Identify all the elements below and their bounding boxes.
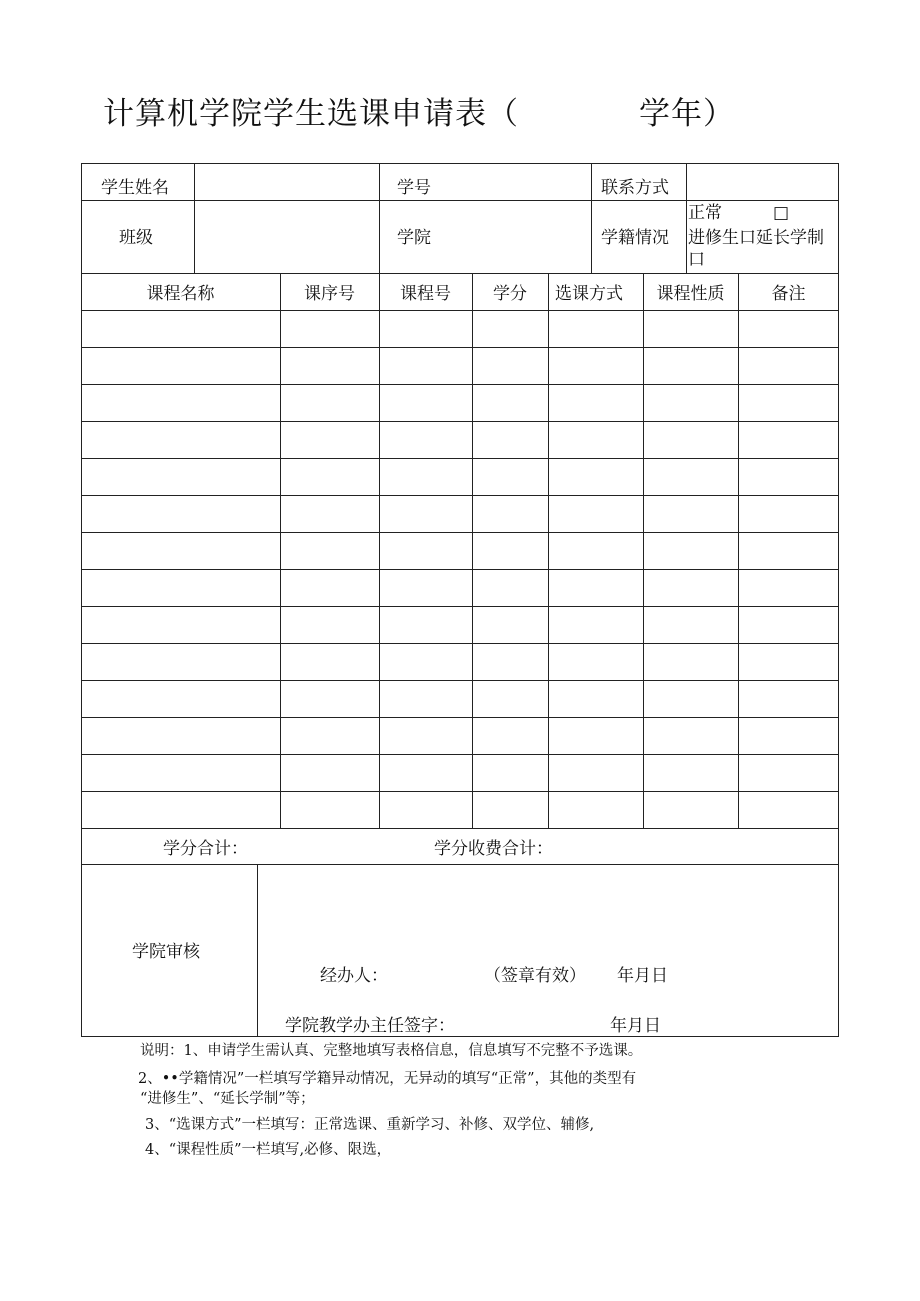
table-cell[interactable] [82,570,280,606]
student-name-label: 学生姓名 [101,178,169,198]
table-cell[interactable] [82,496,280,532]
table-cell[interactable] [644,718,738,754]
table-cell[interactable] [644,385,738,421]
note-line-1: 说明：1、申请学生需认真、完整地填写表格信息，信息填写不完整不予选课。 [140,1043,643,1059]
table-cell[interactable] [644,422,738,458]
table-cell[interactable] [380,718,472,754]
header-course-type: 课程性质 [656,284,725,304]
table-cell[interactable] [473,496,548,532]
grid-line [591,163,592,273]
header-credits: 学分 [493,284,527,304]
table-cell[interactable] [380,792,472,828]
table-cell[interactable] [644,644,738,680]
table-cell[interactable] [739,311,839,347]
table-cell[interactable] [549,533,643,569]
table-cell[interactable] [549,681,643,717]
table-cell[interactable] [380,607,472,643]
table-cell[interactable] [82,385,280,421]
status-label: 学籍情况 [601,228,669,248]
table-cell[interactable] [644,792,738,828]
note-line-5: 4、“课程性质”一栏填写,必修、限选， [145,1142,392,1158]
header-remarks: 备注 [771,284,806,304]
fees-total-label: 学分收费合计： [434,839,553,859]
table-cell[interactable] [380,570,472,606]
table-cell[interactable] [281,533,379,569]
table-cell[interactable] [644,570,738,606]
student-name-field[interactable] [195,164,378,199]
grid-line [81,828,839,829]
table-cell[interactable] [739,607,839,643]
handler-date: 年月日 [617,966,668,986]
table-cell[interactable] [281,496,379,532]
grid-line [81,273,839,274]
table-cell[interactable] [549,348,643,384]
table-cell[interactable] [549,422,643,458]
college-field[interactable] [440,201,590,272]
table-cell[interactable] [739,533,839,569]
table-cell[interactable] [549,385,643,421]
table-cell[interactable] [473,644,548,680]
table-cell[interactable] [473,385,548,421]
table-cell[interactable] [644,496,738,532]
note-line-4: 3、“选课方式”一栏填写：正常选课、重新学习、补修、双学位、辅修, [145,1117,595,1133]
table-cell[interactable] [380,644,472,680]
director-date: 年月日 [610,1016,661,1036]
table-cell[interactable] [281,718,379,754]
student-id-label: 学号 [397,178,431,198]
header-section-no: 课序号 [304,284,355,304]
handler-label: 经办人： [320,966,388,986]
table-cell[interactable] [82,718,280,754]
table-cell[interactable] [281,459,379,495]
grid-line [81,864,839,865]
table-cell[interactable] [739,422,839,458]
header-selection-method: 选课方式 [555,284,623,304]
table-cell[interactable] [739,755,839,791]
table-cell[interactable] [281,385,379,421]
table-cell[interactable] [473,422,548,458]
table-cell[interactable] [82,348,280,384]
table-cell[interactable] [644,459,738,495]
table-cell[interactable] [380,533,472,569]
table-cell[interactable] [644,755,738,791]
class-field[interactable] [195,201,378,272]
table-cell[interactable] [473,311,548,347]
contact-label: 联系方式 [601,178,669,198]
seal-note: （签章有效） [484,966,586,986]
table-cell[interactable] [82,792,280,828]
table-cell[interactable] [281,755,379,791]
grid-line [257,864,258,1037]
table-cell[interactable] [739,644,839,680]
table-cell[interactable] [380,422,472,458]
header-course-name: 课程名称 [146,284,215,304]
table-cell[interactable] [739,459,839,495]
table-cell[interactable] [644,311,738,347]
table-cell[interactable] [82,681,280,717]
director-signature-label: 学院教学办主任签字： [285,1016,455,1036]
table-cell[interactable] [473,348,548,384]
table-cell[interactable] [380,385,472,421]
table-cell[interactable] [281,348,379,384]
table-cell[interactable] [82,755,280,791]
table-cell[interactable] [739,385,839,421]
table-cell[interactable] [473,755,548,791]
table-cell[interactable] [739,718,839,754]
status-extend-checkbox[interactable]: 口 [688,250,705,270]
table-cell[interactable] [644,607,738,643]
table-cell[interactable] [549,607,643,643]
table-cell[interactable] [473,607,548,643]
class-label: 班级 [119,228,153,248]
table-cell[interactable] [739,681,839,717]
table-cell[interactable] [281,681,379,717]
table-cell[interactable] [380,755,472,791]
table-cell[interactable] [281,311,379,347]
table-cell[interactable] [380,348,472,384]
table-cell[interactable] [739,570,839,606]
table-cell[interactable] [644,533,738,569]
contact-field[interactable] [687,164,838,199]
grid-line [379,163,380,273]
table-cell[interactable] [549,718,643,754]
table-cell[interactable] [380,311,472,347]
table-cell[interactable] [281,607,379,643]
table-cell[interactable] [82,422,280,458]
college-label: 学院 [397,228,431,248]
table-cell[interactable] [82,533,280,569]
table-cell[interactable] [549,570,643,606]
title-year: 学年） [639,96,735,132]
table-cell[interactable] [549,496,643,532]
table-cell[interactable] [473,533,548,569]
table-cell[interactable] [281,644,379,680]
table-cell[interactable] [473,459,548,495]
credits-total-label: 学分合计： [163,839,248,859]
note-line-2: 2、••学籍情况”一栏填写学籍异动情况，无异动的填写“正常”，其他的类型有 [138,1071,637,1087]
student-id-field[interactable] [440,164,590,199]
table-cell[interactable] [739,792,839,828]
table-cell[interactable] [473,718,548,754]
table-cell[interactable] [644,681,738,717]
table-cell[interactable] [82,459,280,495]
status-normal-option[interactable]: 正常 □ [688,203,790,223]
table-cell[interactable] [549,644,643,680]
status-other-options[interactable]: 进修生口延长学制 [688,228,824,248]
table-cell[interactable] [739,348,839,384]
note-line-3: “进修生”、“延长学制”等； [140,1091,315,1107]
table-cell[interactable] [549,311,643,347]
table-cell[interactable] [82,311,280,347]
title-main: 计算机学院学生选课申请表（ [103,96,519,132]
table-cell[interactable] [380,681,472,717]
header-course-no: 课程号 [400,284,451,304]
table-cell[interactable] [549,792,643,828]
table-cell[interactable] [549,755,643,791]
table-cell[interactable] [473,570,548,606]
table-cell[interactable] [644,348,738,384]
table-cell[interactable] [82,607,280,643]
table-cell[interactable] [82,644,280,680]
table-cell[interactable] [739,496,839,532]
review-label: 学院审核 [132,942,200,962]
form-title [103,88,735,133]
table-cell[interactable] [380,459,472,495]
table-cell[interactable] [281,570,379,606]
table-cell[interactable] [549,459,643,495]
table-cell[interactable] [281,792,379,828]
table-cell[interactable] [473,681,548,717]
table-cell[interactable] [281,422,379,458]
table-cell[interactable] [380,496,472,532]
table-cell[interactable] [473,792,548,828]
